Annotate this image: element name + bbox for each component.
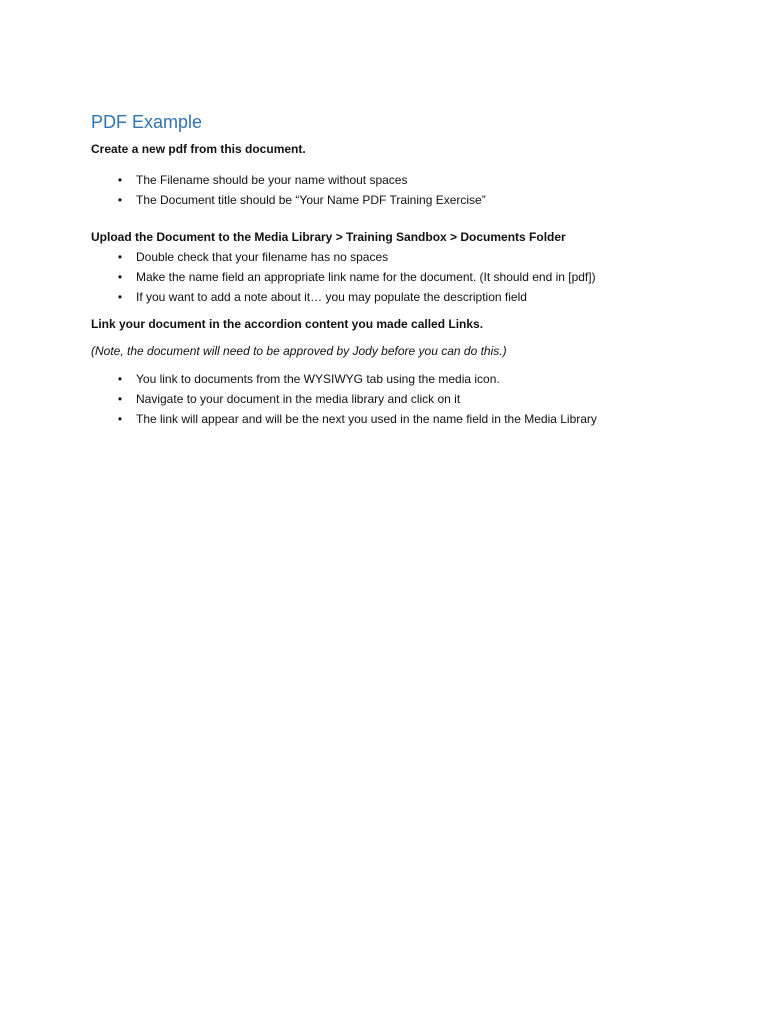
linking-steps-list bbox=[91, 369, 691, 429]
bullet-icon: • bbox=[117, 392, 123, 406]
list-item-text: Double check that your filename has no spaces bbox=[136, 250, 389, 264]
upload-heading: Upload the Document to the Media Library > Training Sandbox > Documents Folder bbox=[91, 230, 566, 244]
list-item-text: You link to documents from the WYSIWYG tab using the media icon. bbox=[136, 372, 500, 386]
list-item-text: Make the name field an appropriate link name for the document. (It should end in [pdf]) bbox=[136, 270, 596, 284]
list-item-text: The link will appear and will be the next you used in the name field in the Media Library bbox=[136, 412, 597, 426]
page-title: PDF Example bbox=[91, 112, 203, 132]
list-item-text: Navigate to your document in the media library and click on it bbox=[136, 392, 461, 406]
list-item bbox=[91, 287, 691, 307]
list-item-text: If you want to add a note about it… you may populate the description field bbox=[136, 290, 527, 304]
list-item bbox=[91, 170, 691, 190]
link-heading: Link your document in the accordion content you made called Links. bbox=[91, 317, 484, 331]
document-body bbox=[91, 110, 691, 429]
list-item bbox=[91, 389, 691, 409]
approval-note: (Note, the document will need to be approved by Jody before you can do this.) bbox=[91, 344, 507, 358]
bullet-icon: • bbox=[117, 290, 123, 304]
list-item bbox=[91, 247, 691, 267]
list-item-text: The Document title should be “Your Name PDF Training Exercise” bbox=[136, 193, 486, 207]
bullet-icon: • bbox=[117, 412, 123, 426]
bullet-icon: • bbox=[117, 250, 123, 264]
list-item-text: The Filename should be your name without spaces bbox=[136, 173, 408, 187]
list-item bbox=[91, 369, 691, 389]
bullet-icon: • bbox=[117, 372, 123, 386]
intro-paragraph: Create a new pdf from this document. bbox=[91, 142, 306, 156]
bullet-icon: • bbox=[117, 270, 123, 284]
upload-checklist bbox=[91, 247, 691, 307]
list-item bbox=[91, 409, 691, 429]
list-item bbox=[91, 190, 691, 210]
filename-requirements-list bbox=[91, 170, 691, 210]
bullet-icon: • bbox=[117, 173, 123, 187]
bullet-icon: • bbox=[117, 193, 123, 207]
list-item bbox=[91, 267, 691, 287]
